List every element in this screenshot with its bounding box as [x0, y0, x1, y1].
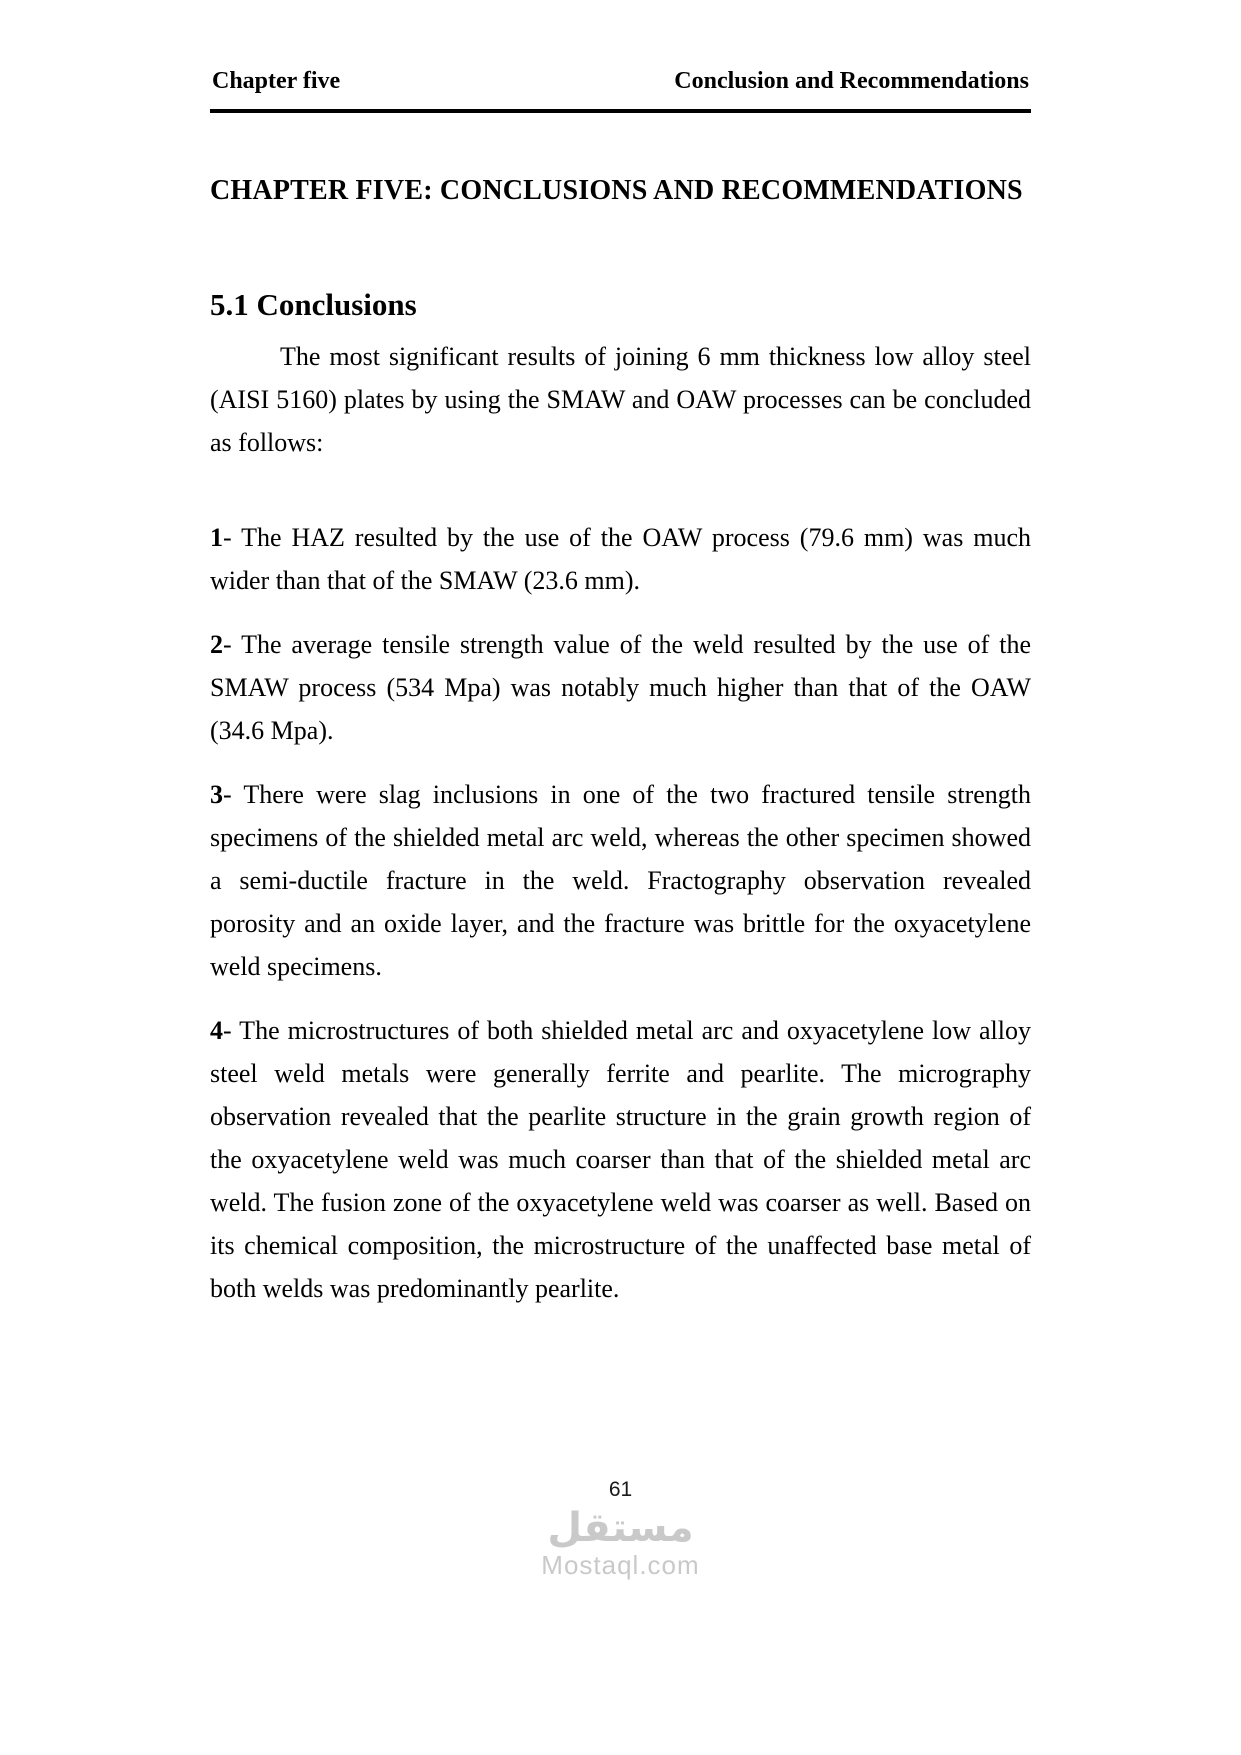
- item-text: - The HAZ resulted by the use of the OAW process (79.6 mm) was much wider than that of the SMAW (23.6 mm).: [210, 523, 1031, 595]
- conclusion-item-3: [210, 773, 1031, 988]
- conclusion-item-2: [210, 623, 1031, 752]
- chapter-title: CHAPTER FIVE: CONCLUSIONS AND RECOMMENDATIONS: [210, 175, 1023, 206]
- item-text: - There were slag inclusions in one of the two fractured tensile strength specimens of the shielded metal arc weld, whereas the other specimen showed a semi-ductile fracture in the weld. Fractography observation revealed porosity and an oxide layer, and the fracture was brittle for the oxyacetylene weld specimens.: [210, 780, 1031, 981]
- item-text: - The average tensile strength value of the weld resulted by the use of the SMAW process (534 Mpa) was notably much higher than that of the OAW (34.6 Mpa).: [210, 630, 1031, 745]
- watermark: [0, 1506, 1241, 1581]
- conclusion-item-4: [210, 1009, 1031, 1310]
- item-number: 3: [210, 780, 223, 809]
- intro-paragraph: The most significant results of joining 6 mm thickness low alloy steel (AISI 5160) plates by using the SMAW and OAW processes can be concluded as follows:: [210, 342, 1031, 457]
- conclusion-item-1: [210, 516, 1031, 602]
- watermark-arabic-logo: مستقل: [547, 1505, 694, 1551]
- running-header: [210, 68, 1031, 95]
- header-chapter-label: Chapter five: [212, 68, 341, 94]
- header-rule: [210, 109, 1031, 113]
- item-number: 4: [210, 1016, 223, 1045]
- page-number: 61: [608, 1478, 633, 1501]
- section-heading: 5.1 Conclusions: [210, 287, 417, 322]
- header-chapter-title: Conclusion and Recommendations: [674, 68, 1029, 94]
- item-number: 1: [210, 523, 223, 552]
- item-number: 2: [210, 630, 223, 659]
- item-text: - The microstructures of both shielded metal arc and oxyacetylene low alloy steel weld metals were generally ferrite and pearlite. The micrography observation revealed that the pearlite structure in the grain growth region of the oxyacetylene weld was much coarser than that of the shielded metal arc weld. The fusion zone of the oxyacetylene weld was coarser as well. Based on its chemical composition, the microstructure of the unaffected base metal of both welds was predominantly pearlite.: [210, 1016, 1031, 1303]
- watermark-domain-text: Mostaql.com: [541, 1550, 700, 1580]
